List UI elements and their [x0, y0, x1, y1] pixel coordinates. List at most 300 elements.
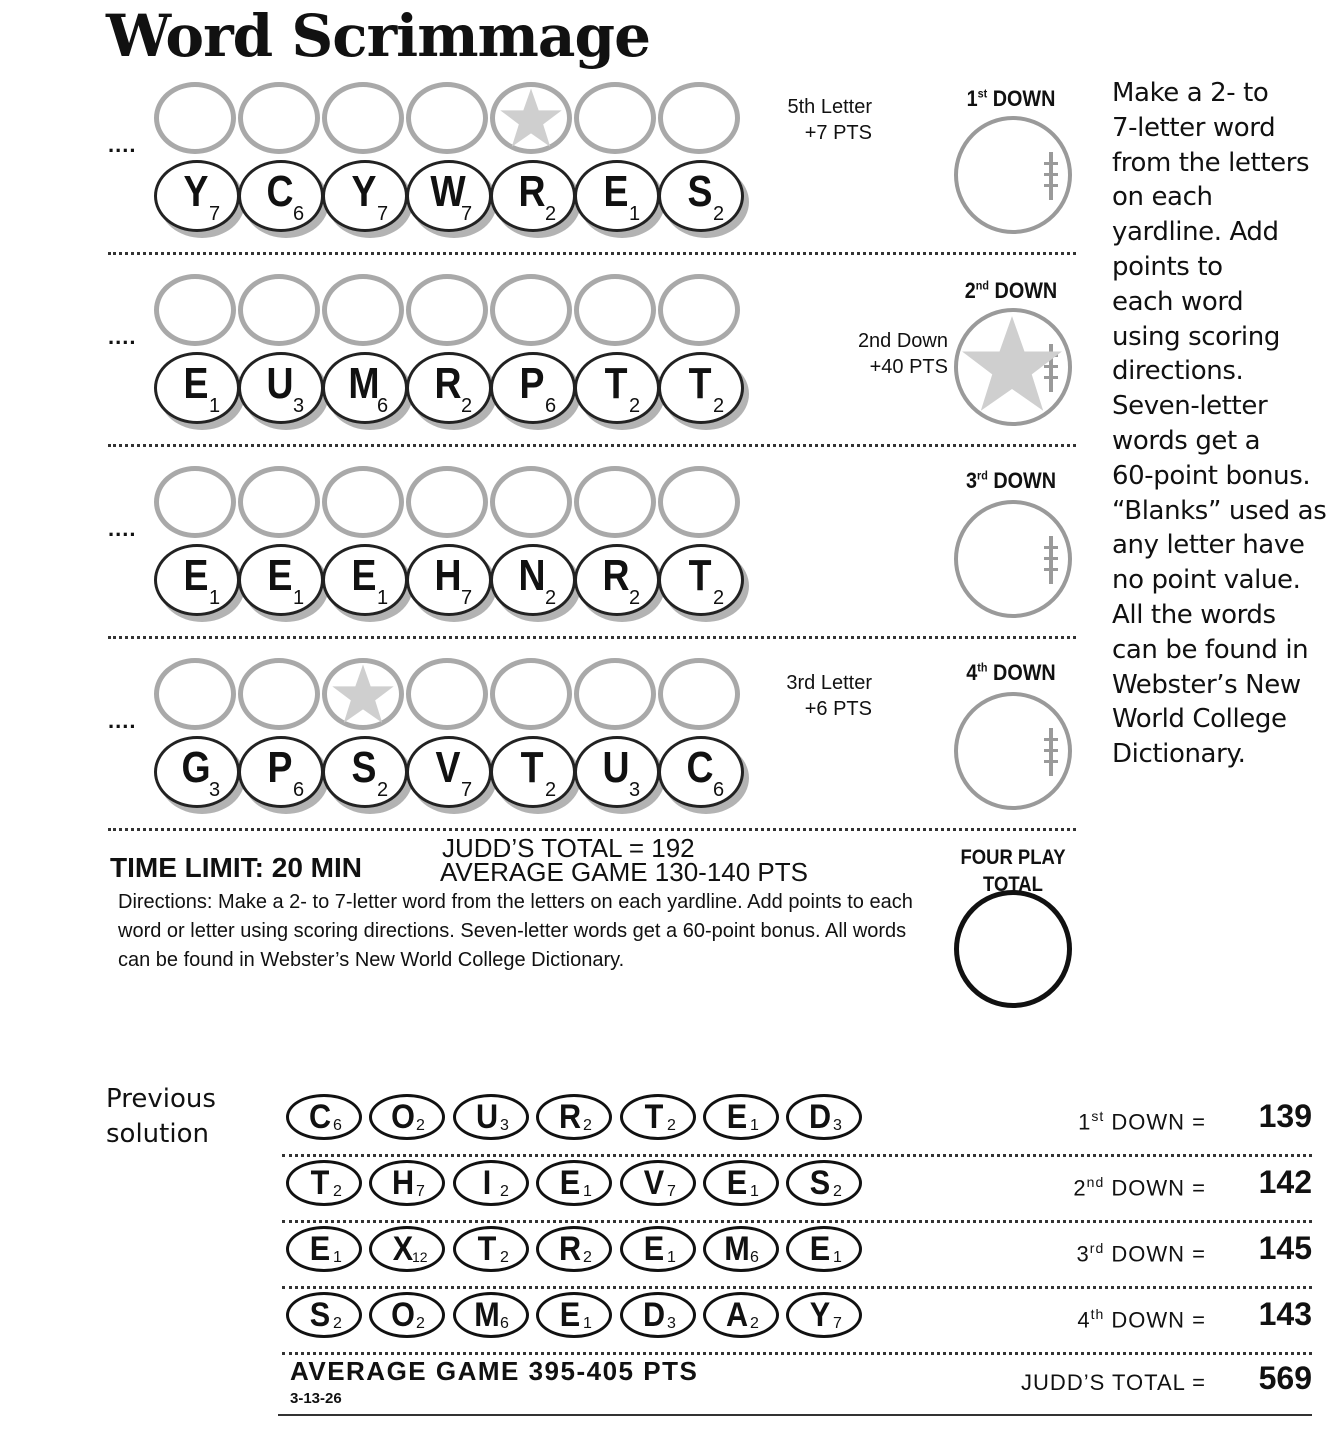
solution-tile	[620, 1292, 696, 1338]
side-instruction-line: points to	[1112, 251, 1223, 282]
solution-down-label: 3rd DOWN =	[1076, 1240, 1206, 1267]
tile-letter: P	[267, 743, 293, 792]
tile-letter: E	[309, 1230, 331, 1268]
solution-tile	[369, 1226, 445, 1272]
solution-tile	[369, 1292, 445, 1338]
tile-face	[490, 352, 576, 424]
tile-value: 7	[461, 203, 473, 225]
tile-face	[406, 736, 492, 808]
tile-letter: R	[518, 167, 546, 216]
answer-blank[interactable]	[322, 466, 404, 538]
tile-value: 2	[833, 1183, 842, 1200]
side-instruction-line: directions.	[1112, 356, 1244, 387]
side-instruction-line: Make a 2- to	[1112, 78, 1269, 108]
tile-face	[322, 736, 408, 808]
judds-total: JUDD’S TOTAL = 192	[442, 833, 695, 863]
tile-letter: E	[603, 167, 629, 216]
tile-value: 3	[500, 1117, 509, 1134]
tile-letter: P	[519, 359, 545, 408]
tile-value: 1	[333, 1249, 342, 1266]
solution-tile	[286, 1160, 362, 1206]
tile-letter: H	[434, 551, 462, 600]
side-instruction-line: World College	[1112, 704, 1287, 735]
solution-tile	[786, 1160, 862, 1206]
letter-tile	[406, 160, 492, 232]
tile-face	[322, 544, 408, 616]
letter-tile	[490, 160, 576, 232]
solution-tile	[453, 1160, 529, 1206]
answer-blank[interactable]	[574, 658, 656, 730]
football-laces	[1044, 536, 1058, 584]
tile-value: 2	[545, 587, 557, 609]
answer-blank[interactable]	[154, 466, 236, 538]
tile-face	[574, 736, 660, 808]
tile-value: 3	[667, 1315, 676, 1332]
tile-value: 7	[667, 1183, 676, 1200]
letter-tile	[238, 352, 324, 424]
answer-blank[interactable]	[322, 82, 404, 154]
judds-total-block	[440, 833, 808, 887]
tile-letter: X	[392, 1230, 414, 1268]
tile-letter: T	[604, 359, 628, 408]
letter-tile	[574, 160, 660, 232]
letter-tile	[406, 544, 492, 616]
previous-solution-label: Previous solution	[106, 1084, 216, 1149]
letter-tile	[490, 736, 576, 808]
tile-value: 2	[713, 395, 725, 417]
down-label-1: 1st DOWN	[966, 86, 1056, 111]
bottom-rule	[278, 1414, 1312, 1416]
tile-value: 1	[629, 203, 641, 225]
letter-tile	[658, 544, 744, 616]
solution-tile	[286, 1094, 362, 1140]
tile-value: 1	[583, 1183, 592, 1200]
four-play-total-label: FOUR PLAY TOTAL	[960, 846, 1066, 896]
solution-tile	[786, 1226, 862, 1272]
tile-face	[154, 544, 240, 616]
tile-face	[658, 160, 744, 232]
tile-value: 7	[377, 203, 389, 225]
tile-letter: V	[643, 1164, 665, 1202]
answer-blank[interactable]	[406, 274, 488, 346]
side-instruction-line: 60-point bonus.	[1112, 460, 1311, 491]
tile-face	[238, 736, 324, 808]
tile-letter: S	[351, 743, 377, 792]
tile-face	[238, 160, 324, 232]
tile-letter: T	[477, 1230, 497, 1268]
solution-tile	[369, 1094, 445, 1140]
tile-letter: M	[348, 359, 380, 408]
star-icon	[960, 312, 1064, 416]
football-icon[interactable]	[954, 116, 1072, 234]
tile-value: 2	[500, 1249, 509, 1266]
side-instruction-line: each word	[1112, 286, 1244, 317]
yardline-rule	[108, 636, 1076, 639]
tile-letter: S	[309, 1296, 331, 1334]
tile-letter: M	[474, 1296, 500, 1334]
tile-letter: O	[391, 1098, 415, 1136]
tile-letter: W	[430, 167, 466, 216]
letter-tile	[322, 544, 408, 616]
star-icon	[331, 662, 395, 726]
yardline-dots: ....	[108, 132, 137, 157]
tile-letter: R	[558, 1098, 582, 1136]
tile-value: 7	[461, 587, 473, 609]
previous-average-game: AVERAGE GAME 395-405 PTS	[290, 1356, 699, 1386]
solution-tile	[536, 1292, 612, 1338]
solution-score: 142	[1258, 1164, 1312, 1200]
tile-letter: Y	[809, 1296, 831, 1334]
solution-rule	[282, 1352, 1312, 1355]
tile-face	[238, 352, 324, 424]
tile-letter: E	[643, 1230, 665, 1268]
bonus-star-blank[interactable]	[490, 82, 572, 154]
letter-tile	[238, 160, 324, 232]
letter-tile	[238, 544, 324, 616]
tile-letter: T	[310, 1164, 330, 1202]
solution-score: 143	[1258, 1296, 1312, 1332]
tile-face	[574, 544, 660, 616]
tile-letter: N	[518, 551, 546, 600]
side-instruction-line: on each	[1112, 182, 1213, 213]
solution-tile	[786, 1094, 862, 1140]
answer-blank[interactable]	[154, 274, 236, 346]
tile-value: 2	[500, 1183, 509, 1200]
tile-letter: C	[266, 167, 294, 216]
yardline-rule	[108, 444, 1076, 447]
side-instruction-line: using scoring	[1112, 321, 1280, 352]
answer-blank[interactable]	[406, 658, 488, 730]
yardline-row-2	[0, 274, 1090, 464]
tile-face	[658, 352, 744, 424]
tile-value: 2	[583, 1117, 592, 1134]
letter-tile	[574, 352, 660, 424]
side-instruction-line: can be found in	[1112, 634, 1309, 665]
tile-letter: H	[391, 1164, 415, 1202]
tile-value: 7	[461, 779, 473, 801]
solution-tile	[453, 1094, 529, 1140]
tile-value: 6	[293, 779, 305, 801]
tile-letter: R	[602, 551, 630, 600]
tile-face	[490, 160, 576, 232]
answer-blank[interactable]	[238, 658, 320, 730]
answer-blank[interactable]	[574, 82, 656, 154]
answer-blank[interactable]	[238, 466, 320, 538]
bonus-star-blank[interactable]	[322, 658, 404, 730]
tile-value: 6	[545, 395, 557, 417]
answer-blank[interactable]	[238, 274, 320, 346]
yardline-dots: ....	[108, 516, 137, 541]
letter-tile	[490, 544, 576, 616]
tile-value: 6	[750, 1249, 759, 1266]
solution-down-label: 1st DOWN =	[1078, 1108, 1206, 1135]
answer-blank[interactable]	[490, 466, 572, 538]
down-label-2: 2nd DOWN	[964, 278, 1058, 303]
tile-letter: Y	[183, 167, 209, 216]
side-instruction-line: no point value.	[1112, 565, 1301, 596]
tile-value: 2	[333, 1183, 342, 1200]
down-label-4: 4th DOWN	[966, 660, 1056, 685]
letter-tile	[658, 160, 744, 232]
bonus-note: 2nd Down +40 PTS	[857, 330, 948, 378]
tile-value: 7	[416, 1183, 425, 1200]
tile-letter: S	[687, 167, 713, 216]
tile-letter: E	[559, 1164, 581, 1202]
answer-blank[interactable]	[658, 658, 740, 730]
solution-tile	[620, 1094, 696, 1140]
puzzle-title: Word Scrimmage	[106, 2, 650, 70]
tile-face	[154, 160, 240, 232]
average-game: AVERAGE GAME 130-140 PTS	[440, 857, 808, 887]
tile-value: 3	[209, 779, 221, 801]
yardline-row-4	[0, 658, 1090, 848]
solution-tile	[703, 1094, 779, 1140]
side-instruction-line: Dictionary.	[1112, 739, 1246, 770]
tile-face	[322, 352, 408, 424]
football-laces	[1044, 152, 1058, 200]
answer-blank[interactable]	[490, 658, 572, 730]
solution-rule	[282, 1154, 1312, 1157]
previous-date: 3-13-26	[290, 1390, 342, 1407]
tile-value: 2	[629, 587, 641, 609]
tile-face	[154, 352, 240, 424]
tile-letter: T	[644, 1098, 664, 1136]
side-instruction-line: Seven-letter	[1112, 391, 1268, 422]
answer-blank[interactable]	[406, 466, 488, 538]
tile-value: 2	[545, 779, 557, 801]
tile-value: 3	[293, 395, 305, 417]
tile-face	[322, 160, 408, 232]
tile-letter: E	[809, 1230, 831, 1268]
solution-tile	[703, 1160, 779, 1206]
answer-blank[interactable]	[658, 274, 740, 346]
tile-letter: E	[183, 551, 209, 600]
letter-tile	[322, 352, 408, 424]
tile-value: 2	[713, 203, 725, 225]
letter-tile	[238, 736, 324, 808]
yardline-dots: ....	[108, 324, 137, 349]
football-icon[interactable]	[954, 500, 1072, 618]
tile-letter: E	[183, 359, 209, 408]
solution-tile	[786, 1292, 862, 1338]
tile-letter: I	[482, 1164, 492, 1202]
solution-rule	[282, 1220, 1312, 1223]
tile-value: 1	[750, 1183, 759, 1200]
down-label-3: 3rd DOWN	[965, 468, 1057, 493]
tile-letter: S	[809, 1164, 831, 1202]
tile-value: 6	[293, 203, 305, 225]
tile-value: 2	[545, 203, 557, 225]
tile-face	[658, 736, 744, 808]
tile-letter: R	[434, 359, 462, 408]
tile-letter: T	[688, 359, 712, 408]
previous-judds-total-score: 569	[1258, 1360, 1312, 1396]
solution-down-label: 4th DOWN =	[1077, 1306, 1206, 1333]
letter-tile	[574, 736, 660, 808]
tile-letter: E	[726, 1164, 748, 1202]
letter-tile	[574, 544, 660, 616]
answer-blank[interactable]	[658, 466, 740, 538]
answer-blank[interactable]	[574, 274, 656, 346]
yardline-rule	[108, 828, 1076, 831]
letter-tile	[154, 736, 240, 808]
tile-letter: G	[181, 743, 211, 792]
tile-face	[490, 544, 576, 616]
tile-letter: O	[391, 1296, 415, 1334]
solution-rule	[282, 1286, 1312, 1289]
previous-judds-total-label: JUDD’S TOTAL =	[1021, 1370, 1206, 1395]
yardline-row-3	[0, 466, 1090, 656]
tile-letter: R	[558, 1230, 582, 1268]
tile-value: 1	[583, 1315, 592, 1332]
tile-face	[238, 544, 324, 616]
answer-blank[interactable]	[658, 82, 740, 154]
letter-tile	[658, 736, 744, 808]
bonus-note: 5th Letter +7 PTS	[787, 96, 872, 144]
solution-score: 139	[1258, 1098, 1312, 1134]
solution-tile	[286, 1226, 362, 1272]
tile-value: 6	[500, 1315, 509, 1332]
yardline-dots: ....	[108, 708, 137, 733]
tile-letter: D	[642, 1296, 666, 1334]
tile-value: 2	[461, 395, 473, 417]
side-instruction-line: 7-letter word	[1112, 112, 1276, 143]
bonus-note: 3rd Letter +6 PTS	[786, 672, 872, 720]
letter-tile	[658, 352, 744, 424]
tile-letter: E	[726, 1098, 748, 1136]
answer-blank[interactable]	[322, 274, 404, 346]
tile-letter: T	[688, 551, 712, 600]
tile-face	[658, 544, 744, 616]
tile-letter: M	[724, 1230, 750, 1268]
tile-letter: C	[686, 743, 714, 792]
tile-value: 3	[833, 1117, 842, 1134]
football-icon[interactable]	[954, 692, 1072, 810]
tile-letter: V	[435, 743, 461, 792]
solution-tile	[286, 1292, 362, 1338]
solution-tile	[620, 1226, 696, 1272]
tile-value: 7	[209, 203, 221, 225]
tile-face	[406, 544, 492, 616]
tile-value: 1	[209, 395, 221, 417]
answer-blank[interactable]	[490, 274, 572, 346]
letter-tile	[154, 352, 240, 424]
letter-tile	[406, 736, 492, 808]
yardline-row-1	[0, 82, 1090, 272]
solution-tile	[703, 1292, 779, 1338]
time-limit: TIME LIMIT: 20 MIN	[110, 852, 362, 883]
tile-value: 1	[667, 1249, 676, 1266]
solution-tile	[369, 1160, 445, 1206]
tile-face	[154, 736, 240, 808]
letter-tile	[490, 352, 576, 424]
tile-value: 1	[293, 587, 305, 609]
tile-value: 1	[833, 1249, 842, 1266]
answer-blank[interactable]	[406, 82, 488, 154]
solution-tile	[536, 1094, 612, 1140]
tile-value: 1	[209, 587, 221, 609]
directions-text: Directions: Make a 2- to 7-letter word from the letters on each yardline. Add points to each word or letter using scoring directions. Seven-letter words get a 60-point bonus. All words can be found in Webster’s New World College Dictionary.	[118, 891, 913, 971]
tile-face	[406, 160, 492, 232]
tile-face	[574, 160, 660, 232]
tile-value: 3	[629, 779, 641, 801]
answer-blank[interactable]	[154, 82, 236, 154]
tile-value: 6	[333, 1117, 342, 1134]
side-instruction-line: from the letters	[1112, 147, 1310, 178]
tile-value: 2	[667, 1117, 676, 1134]
solution-down-label: 2nd DOWN =	[1073, 1174, 1206, 1201]
letter-tile	[154, 160, 240, 232]
tile-value: 12	[412, 1249, 428, 1265]
side-instruction-line: any letter have	[1112, 530, 1305, 561]
tile-letter: E	[267, 551, 293, 600]
tile-value: 2	[629, 395, 641, 417]
football-laces	[1044, 728, 1058, 776]
tile-letter: E	[559, 1296, 581, 1334]
tile-value: 2	[583, 1249, 592, 1266]
side-instruction-line: Webster’s New	[1112, 669, 1301, 700]
tile-value: 2	[333, 1315, 342, 1332]
tile-letter: A	[725, 1296, 749, 1334]
tile-value: 2	[416, 1315, 425, 1332]
tile-value: 2	[750, 1315, 759, 1332]
tile-letter: U	[475, 1098, 499, 1136]
tile-letter: E	[351, 551, 377, 600]
tile-letter: T	[520, 743, 544, 792]
tile-value: 2	[416, 1117, 425, 1134]
side-instruction-line: yardline. Add	[1112, 217, 1279, 248]
tile-letter: C	[308, 1098, 332, 1136]
letter-tile	[154, 544, 240, 616]
side-instruction-line: words get a	[1112, 425, 1261, 456]
football-icon[interactable]	[954, 308, 1072, 426]
four-play-total-football-icon[interactable]	[954, 890, 1072, 1008]
tile-face	[574, 352, 660, 424]
tile-face	[406, 352, 492, 424]
tile-value: 2	[713, 587, 725, 609]
solution-score: 145	[1258, 1230, 1312, 1266]
tile-face	[490, 736, 576, 808]
tile-letter: U	[266, 359, 294, 408]
answer-blank[interactable]	[238, 82, 320, 154]
tile-value: 1	[750, 1117, 759, 1134]
letter-tile	[322, 736, 408, 808]
side-instruction-line: “Blanks” used as	[1112, 495, 1327, 526]
tile-value: 6	[377, 395, 389, 417]
tile-value: 7	[833, 1315, 842, 1332]
tile-value: 6	[713, 779, 725, 801]
star-icon	[499, 86, 563, 150]
solution-tile	[536, 1226, 612, 1272]
answer-blank[interactable]	[574, 466, 656, 538]
letter-tile	[322, 160, 408, 232]
letter-tile	[406, 352, 492, 424]
yardline-rule	[108, 252, 1076, 255]
tile-letter: D	[808, 1098, 832, 1136]
side-instruction-line: All the words	[1112, 599, 1276, 630]
solution-tile	[453, 1292, 529, 1338]
solution-tile	[703, 1226, 779, 1272]
solution-tile	[620, 1160, 696, 1206]
solution-tile	[536, 1160, 612, 1206]
tile-letter: U	[602, 743, 630, 792]
answer-blank[interactable]	[154, 658, 236, 730]
tile-value: 2	[377, 779, 389, 801]
tile-letter: Y	[351, 167, 377, 216]
side-instructions	[1112, 76, 1327, 772]
solution-tile	[453, 1226, 529, 1272]
tile-value: 1	[377, 587, 389, 609]
